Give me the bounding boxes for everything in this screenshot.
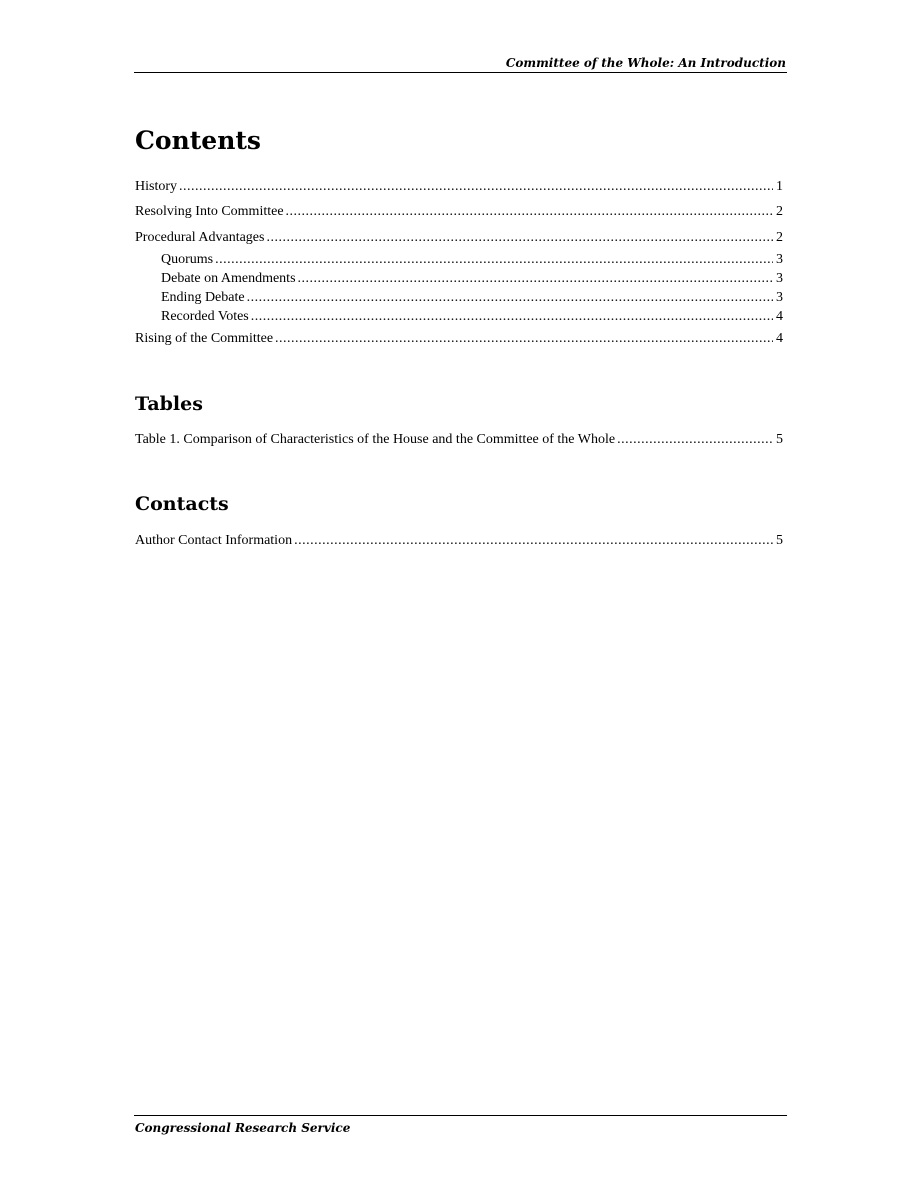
- toc-entry-ending-debate[interactable]: [161, 289, 783, 306]
- dot-leader: [298, 270, 773, 287]
- toc-entry-label: Procedural Advantages: [135, 230, 265, 245]
- toc-entry-label: Quorums: [161, 252, 214, 267]
- dot-leader: [275, 330, 773, 347]
- toc-entry-procedural-advantages[interactable]: [135, 229, 783, 246]
- tables-heading: Tables: [135, 393, 203, 415]
- toc-page-number: 5: [776, 432, 783, 447]
- running-title: Committee of the Whole: An Introduction: [505, 56, 786, 70]
- toc-page-number: 4: [776, 331, 783, 346]
- toc-entry-label: Debate on Amendments: [161, 271, 296, 286]
- dot-leader: [179, 178, 773, 195]
- toc-page-number: 3: [776, 271, 783, 286]
- toc-page-number: 5: [776, 533, 783, 548]
- page-footer: [134, 1115, 787, 1135]
- toc-entry-label: Recorded Votes: [161, 309, 249, 324]
- toc-entry-table-1[interactable]: [135, 431, 783, 448]
- toc-entry-label: History: [135, 179, 177, 194]
- toc-entry-label: Resolving Into Committee: [135, 204, 284, 219]
- toc-entry-resolving-into-committee[interactable]: [135, 203, 783, 220]
- toc-page-number: 3: [776, 290, 783, 305]
- footer-publisher: Congressional Research Service: [135, 1121, 351, 1135]
- toc-page-number: 2: [776, 230, 783, 245]
- dot-leader: [215, 251, 773, 268]
- toc-entry-recorded-votes[interactable]: [161, 308, 783, 325]
- toc-entry-debate-on-amendments[interactable]: [161, 270, 783, 287]
- contacts-heading: Contacts: [135, 493, 229, 515]
- toc-entry-history[interactable]: [135, 178, 783, 195]
- toc-entry-author-contact-information[interactable]: [135, 532, 783, 549]
- dot-leader: [286, 203, 773, 220]
- toc-entry-label: Author Contact Information: [135, 533, 293, 548]
- toc-entry-label: Ending Debate: [161, 290, 245, 305]
- dot-leader: [247, 289, 773, 306]
- toc-entry-quorums[interactable]: [161, 251, 783, 268]
- toc-entry-label: Table 1. Comparison of Characteristics of the House and the Committee of the Whole: [135, 432, 616, 447]
- page-header: [134, 56, 787, 73]
- toc-page-number: 2: [776, 204, 783, 219]
- dot-leader: [294, 532, 773, 549]
- dot-leader: [617, 431, 773, 448]
- dot-leader: [251, 308, 773, 325]
- dot-leader: [266, 229, 773, 246]
- toc-page-number: 3: [776, 252, 783, 267]
- toc-entry-rising-of-the-committee[interactable]: [135, 330, 783, 347]
- toc-page-number: 1: [776, 179, 783, 194]
- contents-heading: Contents: [135, 126, 262, 155]
- toc-entry-label: Rising of the Committee: [135, 331, 274, 346]
- toc-page-number: 4: [776, 309, 783, 324]
